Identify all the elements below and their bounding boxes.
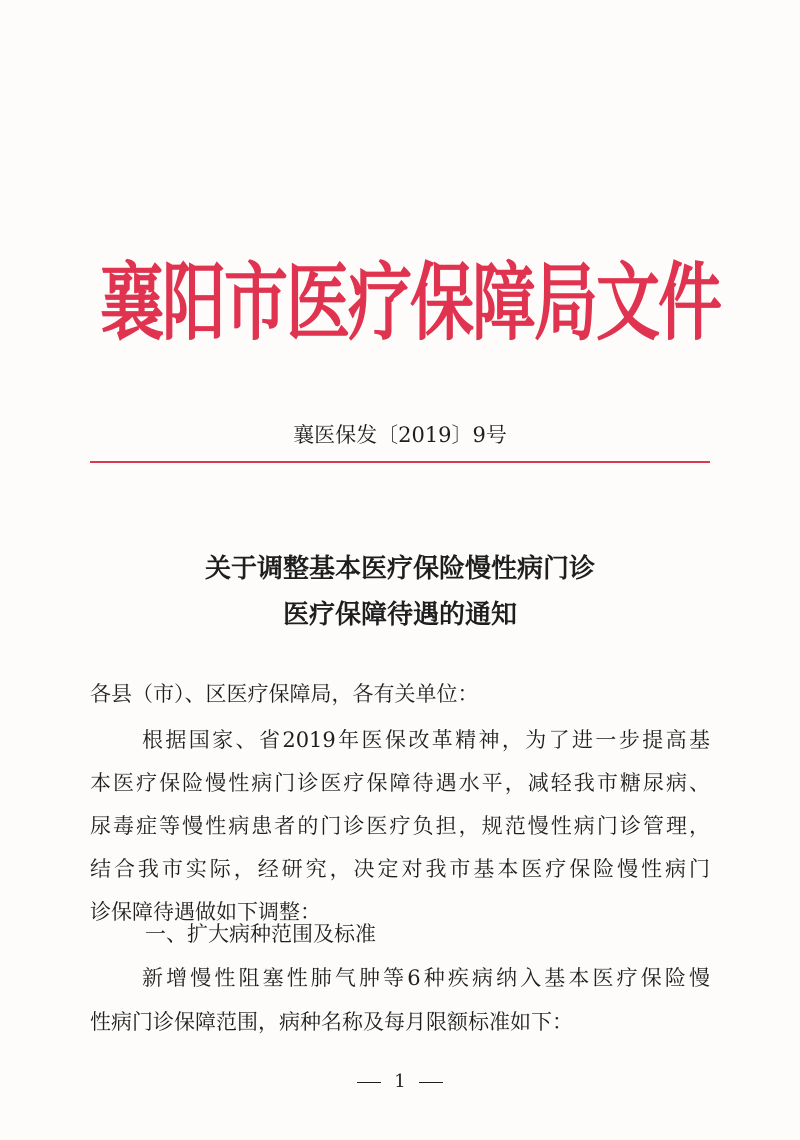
notice-title-line-2: 医疗保障待遇的通知: [282, 600, 517, 630]
paragraph-1-line-4: 结合我市实际，经研究，决定对我市基本医疗保险慢性病门: [90, 857, 710, 881]
page-number-dash-left: [357, 1082, 381, 1083]
paragraph-1-line-3: 尿毒症等慢性病患者的门诊医疗负担，规范慢性病门诊管理，: [90, 814, 710, 838]
masthead-title: 襄阳市医疗保障局文件: [100, 255, 720, 354]
paragraph-1-line-5: 诊保障待遇做如下调整：: [90, 900, 321, 924]
document-number: 襄医保发〔2019〕9号: [293, 423, 507, 447]
paragraph-1-line-2: 本医疗保险慢性病门诊医疗保障待遇水平，减轻我市糖尿病、: [90, 771, 710, 795]
notice-title-line-1: 关于调整基本医疗保险慢性病门诊: [204, 554, 595, 584]
section-1-heading: 一、扩大病种范围及标准: [145, 922, 376, 946]
page-number-dash-right: [419, 1082, 443, 1083]
paragraph-2-line-2: 性病门诊保障范围，病种名称及每月限额标准如下：: [90, 1010, 573, 1034]
paragraph-2-line-1: 新增慢性阻塞性肺气肿等6种疾病纳入基本医疗保险慢: [142, 966, 710, 990]
paragraph-1-line-1: 根据国家、省2019年医保改革精神，为了进一步提高基: [142, 728, 710, 752]
page-number-footer: [0, 1073, 800, 1091]
red-separator-line: [90, 461, 710, 463]
salutation: 各县（市）、区医疗保障局，各有关单位：: [90, 682, 479, 706]
page-number: 1: [394, 1071, 406, 1092]
